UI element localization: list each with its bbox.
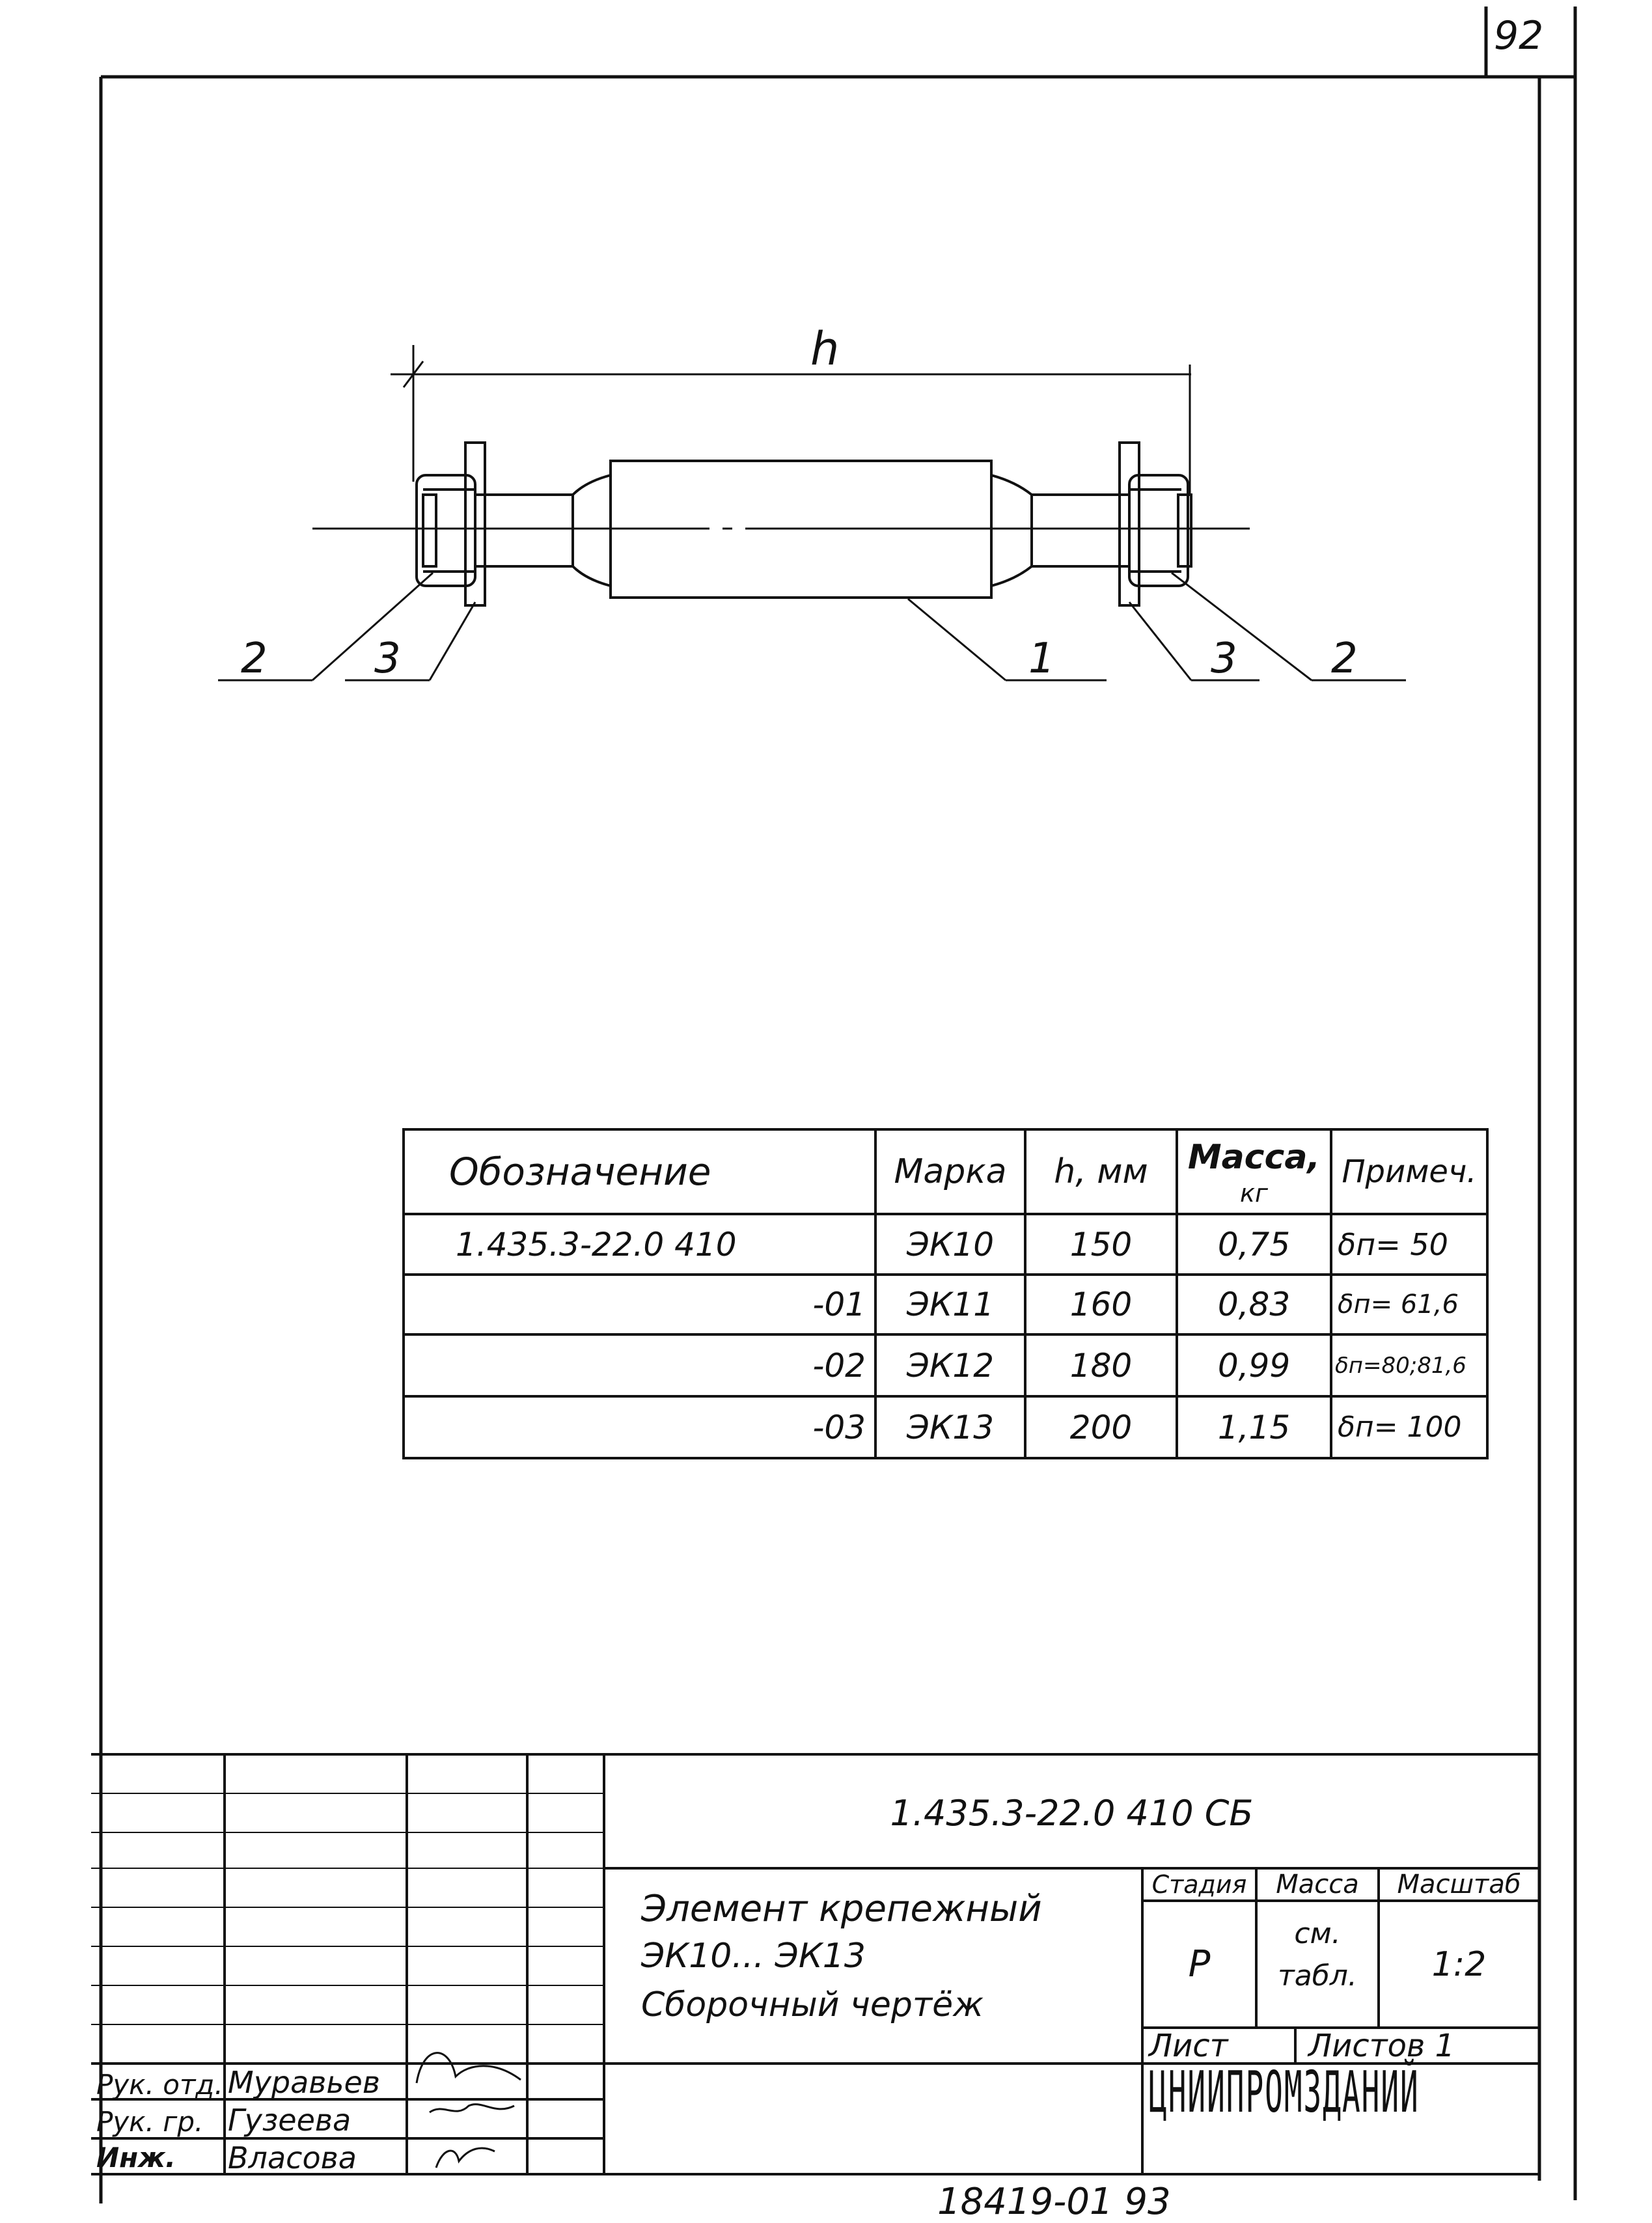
stage-label: Стадия (1151, 1870, 1247, 1899)
row-designation: -03 (812, 1408, 866, 1446)
organization-name: ЦНИИПРОМЗДАНИЙ (1149, 2058, 1420, 2125)
scale-label: Масштаб (1397, 1870, 1521, 1899)
title-line-1: Элемент крепежный (641, 1888, 1042, 1930)
header-mass: Масса, (1187, 1137, 1321, 1177)
signature-role: Рук. отд. (96, 2069, 223, 2101)
callout-label: 3 (374, 635, 401, 683)
row-h: 150 (1069, 1225, 1133, 1263)
row-mark: ЭК11 (906, 1286, 995, 1323)
sheet-page-number: 92 (1494, 13, 1544, 59)
row-note: δп=80;81,6 (1335, 1352, 1466, 1379)
row-h: 160 (1069, 1286, 1133, 1323)
row-note: δп= 61,6 (1338, 1290, 1459, 1319)
mass-value-line-2: табл. (1278, 1959, 1357, 1993)
signature-role: Инж. (96, 2142, 176, 2174)
row-mark: ЭК10 (906, 1225, 995, 1263)
signature-name: Муравьев (228, 2065, 380, 2100)
document-code: 1.435.3-22.0 410 СБ (890, 1792, 1254, 1834)
mass-value-line-1: см. (1294, 1916, 1341, 1950)
archive-number: 18419-01 93 (937, 2181, 1171, 2223)
callout-label: 1 (1028, 635, 1055, 683)
row-h: 200 (1069, 1408, 1133, 1446)
scale-value: 1:2 (1431, 1944, 1487, 1984)
fastener-element (417, 443, 1191, 605)
callout-label: 3 (1211, 635, 1237, 683)
row-mass: 0,75 (1217, 1225, 1291, 1263)
signature-role: Рук. гр. (96, 2106, 204, 2138)
row-mass: 1,15 (1217, 1408, 1291, 1446)
header-h-mm: h, мм (1054, 1152, 1148, 1191)
header-mass-unit: кг (1240, 1179, 1268, 1208)
row-h: 180 (1069, 1346, 1133, 1385)
header-designation: Обозначение (449, 1150, 711, 1194)
sheet-label: Лист (1149, 2027, 1228, 2064)
row-designation: -02 (812, 1346, 866, 1385)
stage-value: Р (1188, 1943, 1211, 1985)
signature-name: Гузеева (228, 2103, 351, 2138)
sheets-label: Листов 1 (1308, 2027, 1455, 2064)
row-note: δп= 100 (1338, 1411, 1462, 1444)
title-line-3: Сборочный чертёж (641, 1985, 984, 2024)
row-mass: 0,99 (1217, 1346, 1291, 1385)
dimension-h (391, 345, 1191, 495)
row-mark: ЭК13 (906, 1408, 995, 1446)
row-designation: 1.435.3-22.0 410 (456, 1225, 737, 1263)
header-note: Примеч. (1342, 1153, 1477, 1190)
row-note: δп= 50 (1338, 1226, 1448, 1262)
title-line-2: ЭК10... ЭК13 (641, 1937, 866, 1976)
mass-label: Масса (1276, 1870, 1359, 1899)
row-designation: -01 (812, 1286, 866, 1323)
signature-scribbles (417, 2053, 521, 2168)
dimension-label: h (810, 322, 840, 376)
callout-label: 2 (241, 635, 268, 683)
row-mass: 0,83 (1217, 1286, 1291, 1323)
signature-name: Власова (228, 2140, 357, 2175)
callout-label: 2 (1331, 635, 1358, 683)
row-mark: ЭК12 (906, 1346, 995, 1385)
header-mark: Марка (894, 1152, 1007, 1191)
